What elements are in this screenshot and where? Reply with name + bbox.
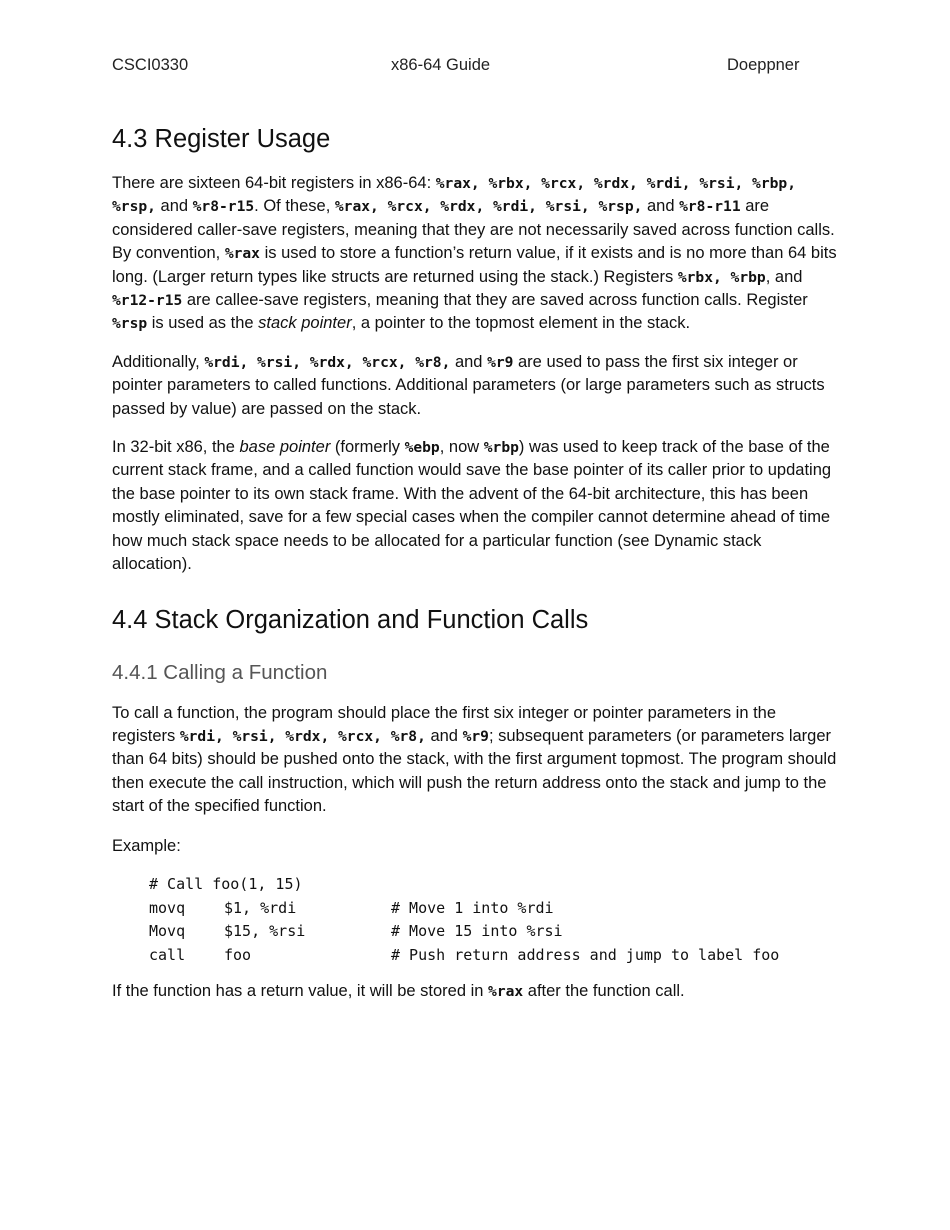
header-doc-title: x86-64 Guide bbox=[391, 56, 491, 74]
callee-save-list: %rbx, %rbp bbox=[677, 268, 766, 286]
code-example bbox=[149, 873, 842, 967]
calling-function-paragraph: To call a function, the program should place the first six integer or pointer parameters in the registers %rdi, %rsi, %rdx, %rcx, %r8, and %r9; subsequent parameters (or parameters larger than 64 bits) should be pushed onto the stack, with the first argument topmost. The program should then execute the call instruction, which will push the return address onto the stack and jump to the start of the specified function. bbox=[112, 703, 837, 816]
subsection-heading-4-4-1: 4.4.1 Calling a Function bbox=[112, 660, 328, 684]
section-heading-4-4: 4.4 Stack Organization and Function Calls bbox=[112, 605, 589, 634]
code-row: Movq $15, %rsi # Move 15 into %rsi bbox=[149, 922, 563, 941]
register-usage-paragraph-3: In 32-bit x86, the base pointer (formerly %ebp, now %rbp) was used to keep track of the base of the current stack frame, and a called function would save the base pointer of its caller prior to updating the base pointer to its own stack frame. With the advent of the 64-bit architecture, this has been mostly eliminated, save for a few special cases when the compiler cannot determine ahead of time how much stack space needs to be allocated for a particular function (see Dynamic stack allocation). bbox=[112, 438, 832, 574]
code-comment-line: # Call foo(1, 15) bbox=[149, 874, 303, 893]
header-course: CSCI0330 bbox=[112, 56, 189, 74]
return-value-paragraph: If the function has a return value, it will be stored in %rax after the function call. bbox=[112, 982, 685, 1001]
base-pointer-term: base pointer bbox=[239, 438, 331, 457]
caller-save-list: %rax, %rcx, %rdx, %rdi, %rsi, %rsp, bbox=[334, 198, 643, 216]
code-row: call foo # Push return address and jump to label foo bbox=[149, 945, 780, 964]
section-heading-4-3: 4.3 Register Usage bbox=[112, 125, 331, 153]
code-row: movq $1, %rdi # Move 1 into %rdi bbox=[149, 898, 554, 917]
stack-pointer-term: stack pointer bbox=[258, 314, 352, 333]
header-author: Doeppner bbox=[727, 56, 800, 74]
example-label: Example: bbox=[112, 836, 181, 855]
page-content bbox=[112, 122, 842, 1004]
register-list: %rax, %rbx, %rcx, %rdx, %rdi, %rsi, %rbp, %rsp, bbox=[112, 175, 796, 216]
register-usage-paragraph-1: There are sixteen 64-bit registers in x86-64: %rax, %rbx, %rcx, %rdx, %rdi, %rsi, %rbp, %rsp, and %r8-r15. Of these, %rax, %rcx, %rdx, %rdi, %rsi, %rsp, and %r8-r11 are considered caller-save registers, meaning that they are not necessarily saved across function calls. By convention, %rax is used to store a function’s return value, if it exists and is no more than 64 bits long. (Larger return types like structs are returned using the stack.) Registers %rbx, %rbp, and %r12-r15 are callee-save registers, meaning that they are saved across function calls. Register %rsp is used as the stack pointer, a pointer to the topmost element in the stack. bbox=[112, 174, 837, 333]
register-usage-paragraph-2: Additionally, %rdi, %rsi, %rdx, %rcx, %r8, and %r9 are used to pass the first six integer or pointer parameters to called functions. Additional parameters (or large parameters such as structs passed by value) are passed on the stack. bbox=[112, 352, 825, 418]
